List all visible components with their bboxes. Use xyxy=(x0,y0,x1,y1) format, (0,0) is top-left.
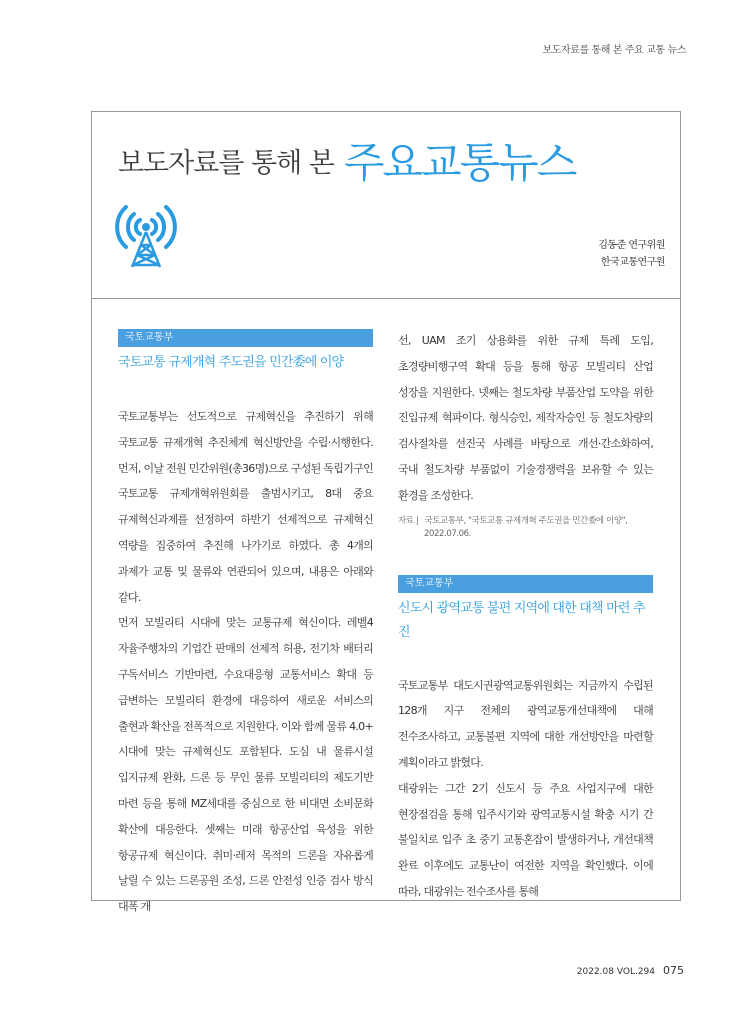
title-prefix: 보도자료를 통해 본 xyxy=(118,148,334,179)
author-block xyxy=(598,237,665,271)
page-title xyxy=(118,128,575,188)
article1-headline: 국토교통 규제개혁 주도권을 민간委에 이양 xyxy=(118,355,344,370)
running-head: 보도자료를 통해 본 주요 교통 뉴스 xyxy=(542,45,686,56)
author-org: 한국교통연구원 xyxy=(600,257,665,268)
source-date: 2022.07.06. xyxy=(424,528,471,539)
title-main: 주요교통뉴스 xyxy=(343,138,576,187)
radio-tower-icon xyxy=(113,203,179,269)
article1-source xyxy=(398,515,653,541)
paragraph: 먼저 모빌리티 시대에 맞는 교통규제 혁신이다. 레벨4 자율주행차의 기업간 판매의 선제적 허용, 전기차 배터리 구독서비스 기반마련, 수요대응형 교통서비스 확대 등 급변하는 모빌리티 환경에 대응하여 새로운 서비스의 출현과 확산을 전폭적으로 지원한다. 이와 함께 물류 4.0+ 시대에 맞는 규제혁신도 포함된다. 도심 내 물류시설 입지규제 완화, 드론 등 무인 물류 모빌리티의 제도기반 마련 등을 통해 MZ세대를 중심으로 한 비대면 소비문화 확산에 대응한다. 셋째는 미래 항공산업 육성을 위한 항공규제 혁신이다. 취미·레저 목적의 드론을 자유롭게 날릴 수 있는 드론공원 조성, 드론 안전성 인증 검사 방식 대폭 개 xyxy=(118,616,373,914)
right-column xyxy=(398,328,653,905)
article2-body xyxy=(398,673,653,905)
left-column xyxy=(118,329,373,920)
header-divider xyxy=(91,298,681,299)
article2-tag: 국토교통부 xyxy=(398,575,653,593)
paragraph: 선, UAM 조기 상용화를 위한 규제 특례 도입, 초경량비행구역 확대 등을 통해 항공 모빌리티 산업 성장을 지원한다. 넷째는 철도차량 부품산업 도약을 위한 진입규제 혁파이다. 형식승인, 제작자승인 등 철도차량의 검사절차를 선진국 사례를 바탕으로 개선·간소화하여, 국내 철도차량 부품없이 기술경쟁력을 보유할 수 있는 환경을 조성한다. xyxy=(398,334,653,502)
article1-body-left xyxy=(118,404,373,920)
source-label: 자료 | xyxy=(398,515,419,526)
paragraph: 대광위는 그간 2기 신도시 등 주요 사업지구에 대한 현장점검을 통해 입주시기와 광역교통시설 확충 시기 간 불일치로 입주 초 중기 교통혼잡이 발생하거나, 개선대책 완료 이후에도 교통난이 여전한 지역을 확인했다. 이에 따라, 대광위는 전수조사를 통해 xyxy=(398,781,653,898)
paragraph: 국토교통부는 선도적으로 규제혁신을 추진하기 위해 국토교통 규제개혁 추진체계 혁신방안을 수립·시행한다. 먼저, 이날 전원 민간위원(총36명)으로 구성된 독립기구인 국토교통 규제개혁위원회를 출범시키고, 8대 중요 규제혁신과제를 선정하여 하반기 선제적으로 규제혁신 역량을 집중하여 추진해 나가기로 하였다. 총 4개의 과제가 교통 및 물류와 연관되어 있으며, 내용은 아래와 같다. xyxy=(118,410,373,604)
author-name: 김동준 연구위원 xyxy=(598,240,665,251)
article1-tag: 국토교통부 xyxy=(118,329,373,347)
article1-body-right xyxy=(398,328,653,509)
page-footer xyxy=(577,964,684,977)
issue-info: 2022.08 VOL.294 xyxy=(576,967,655,977)
source-text: 국토교통부, "국토교통 규제개혁 주도권을 민간委에 이양", xyxy=(424,515,628,526)
page-number: 075 xyxy=(663,964,684,977)
article2-headline: 신도시 광역교통 불편 지역에 대한 대책 마련 추진 xyxy=(398,600,645,640)
paragraph: 국토교통부 대도시권광역교통위원회는 지금까지 수립된 128개 지구 전체의 광역교통개선대책에 대해 전수조사하고, 교통불편 지역에 대한 개선방안을 마련할 계획이라고 밝혔다. xyxy=(398,678,653,769)
